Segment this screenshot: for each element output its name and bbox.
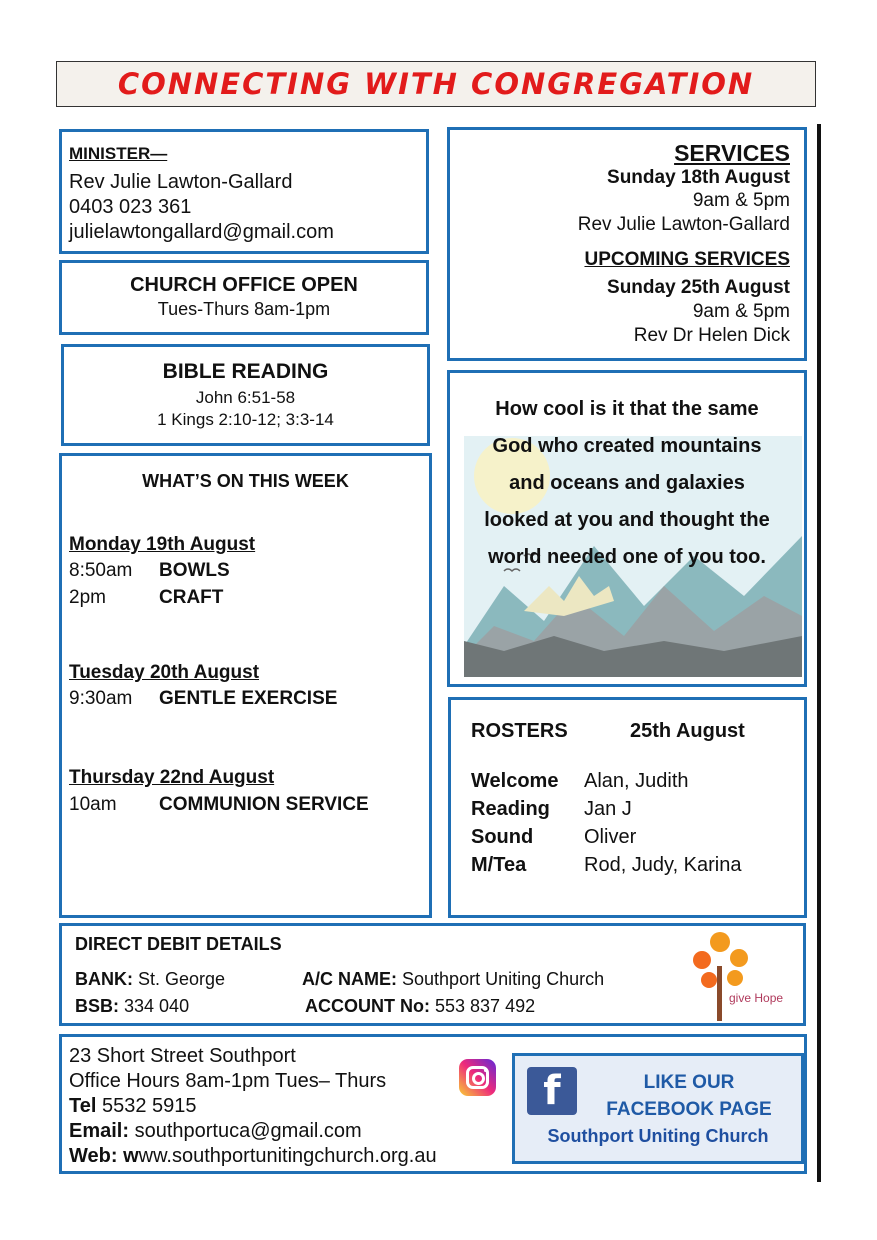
email-value[interactable]: southportuca@gmail.com: [134, 1120, 362, 1142]
facebook-page-name: Southport Uniting Church: [547, 1126, 769, 1146]
bible-reading-1: John 6:51-58: [195, 388, 296, 407]
service-times: 9am & 5pm: [692, 190, 790, 211]
minister-label: MINISTER—: [69, 144, 168, 163]
instagram-icon[interactable]: [459, 1059, 496, 1096]
minister-name: Rev Julie Lawton-Gallard: [69, 171, 293, 193]
day-thursday: Thursday 22nd August: [69, 767, 275, 788]
contact-box: [59, 1034, 807, 1174]
email-label: Email:: [69, 1120, 130, 1142]
event-time: 8:50am: [69, 560, 133, 581]
address: 23 Short Street Southport: [69, 1045, 296, 1067]
bsb-row: [75, 996, 189, 1017]
roster-names: Alan, Judith: [584, 770, 689, 792]
page-title: CONNECTING WITH CONGREGATION: [117, 67, 755, 101]
quote-line: looked at you and thought the: [484, 509, 770, 531]
upcoming-services-label: UPCOMING SERVICES: [584, 249, 790, 270]
service-leader: Rev Julie Lawton-Gallard: [577, 214, 790, 235]
acname-label: A/C NAME:: [302, 969, 397, 989]
web-label: Web:: [69, 1145, 118, 1167]
contact-details: [69, 1044, 437, 1169]
upcoming-times: 9am & 5pm: [692, 301, 790, 322]
acno-label: ACCOUNT No:: [305, 996, 430, 1016]
tel-label: Tel: [69, 1095, 97, 1117]
day-monday: Monday 19th August: [69, 534, 256, 555]
web-row: [69, 1144, 437, 1169]
roster-role: Sound: [471, 826, 534, 848]
acname-row: [302, 969, 604, 990]
event-name: COMMUNION SERVICE: [159, 794, 369, 815]
whats-on-label: WHAT’S ON THIS WEEK: [142, 471, 349, 491]
facebook-panel[interactable]: [512, 1053, 804, 1164]
bible-label: BIBLE READING: [162, 360, 329, 383]
tel-value: 5532 5915: [101, 1095, 197, 1117]
event-name: BOWLS: [159, 560, 230, 581]
upcoming-leader: Rev Dr Helen Dick: [633, 325, 790, 346]
quote-line: and oceans and galaxies: [509, 472, 745, 494]
facebook-cta: [585, 1069, 793, 1123]
office-hours-line: Office Hours 8am-1pm Tues– Thurs: [69, 1070, 387, 1092]
email-row: [69, 1119, 437, 1144]
office-label: CHURCH OFFICE OPEN: [130, 274, 358, 296]
tel-row: [69, 1094, 437, 1119]
vertical-divider: [817, 124, 821, 1182]
bank-row: [75, 969, 225, 990]
event-name: GENTLE EXERCISE: [159, 688, 338, 709]
bible-reading-2: 1 Kings 2:10-12; 3:3-14: [157, 410, 334, 429]
acno-row: [305, 996, 535, 1017]
event-time: 9:30am: [69, 688, 133, 709]
roster-names: Jan J: [584, 798, 632, 820]
day-tuesday: Tuesday 20th August: [69, 662, 260, 683]
service-date: Sunday 18th August: [607, 167, 790, 188]
facebook-icon: f: [527, 1067, 577, 1115]
rosters-label: ROSTERS: [471, 720, 568, 742]
rosters-date: 25th August: [630, 720, 745, 742]
church-office-box: [59, 260, 429, 335]
acname-value: Southport Uniting Church: [402, 969, 605, 989]
give-hope-logo: [687, 928, 797, 1023]
roster-role: M/Tea: [471, 854, 527, 876]
give-hope-text: give Hope: [729, 991, 784, 1005]
bank-value: St. George: [138, 969, 226, 989]
office-hours: Tues-Thurs 8am-1pm: [157, 299, 331, 319]
quote-line: world needed one of you too.: [488, 546, 766, 568]
bsb-label: BSB:: [75, 996, 119, 1016]
page-title-banner: [56, 61, 816, 107]
quote-text: [450, 391, 804, 576]
minister-email[interactable]: julielawtongallard@gmail.com: [69, 221, 334, 243]
bible-reading-box: [61, 344, 430, 446]
bsb-value: 334 040: [124, 996, 190, 1016]
whats-on-box: [59, 453, 432, 918]
facebook-line-1: LIKE OUR: [643, 1072, 735, 1093]
acno-value: 553 837 492: [435, 996, 536, 1016]
event-time: 2pm: [69, 587, 106, 608]
rosters-box: [448, 697, 807, 918]
upcoming-date: Sunday 25th August: [607, 277, 790, 298]
roster-role: Welcome: [471, 770, 559, 792]
flower-tree-icon: [687, 928, 757, 1023]
event-name: CRAFT: [159, 587, 224, 608]
quote-box: [447, 370, 807, 687]
roster-names: Rod, Judy, Karina: [584, 854, 742, 876]
minister-phone: 0403 023 361: [69, 196, 192, 218]
web-link[interactable]: [123, 1145, 437, 1167]
quote-line: God who created mountains: [492, 435, 762, 457]
services-box: [447, 127, 807, 361]
minister-box: [59, 129, 429, 254]
facebook-line-2: FACEBOOK PAGE: [606, 1099, 772, 1120]
roster-role: Reading: [471, 798, 550, 820]
roster-names: Oliver: [584, 826, 637, 848]
quote-line: How cool is it that the same: [495, 398, 759, 420]
web-value: ww.southportunitingchurch.org.au: [138, 1145, 437, 1167]
services-label: SERVICES: [674, 140, 790, 166]
web-w: w: [123, 1145, 139, 1167]
event-time: 10am: [69, 794, 117, 815]
debit-label: DIRECT DEBIT DETAILS: [75, 934, 282, 954]
bank-label: BANK:: [75, 969, 133, 989]
direct-debit-box: [59, 923, 806, 1026]
